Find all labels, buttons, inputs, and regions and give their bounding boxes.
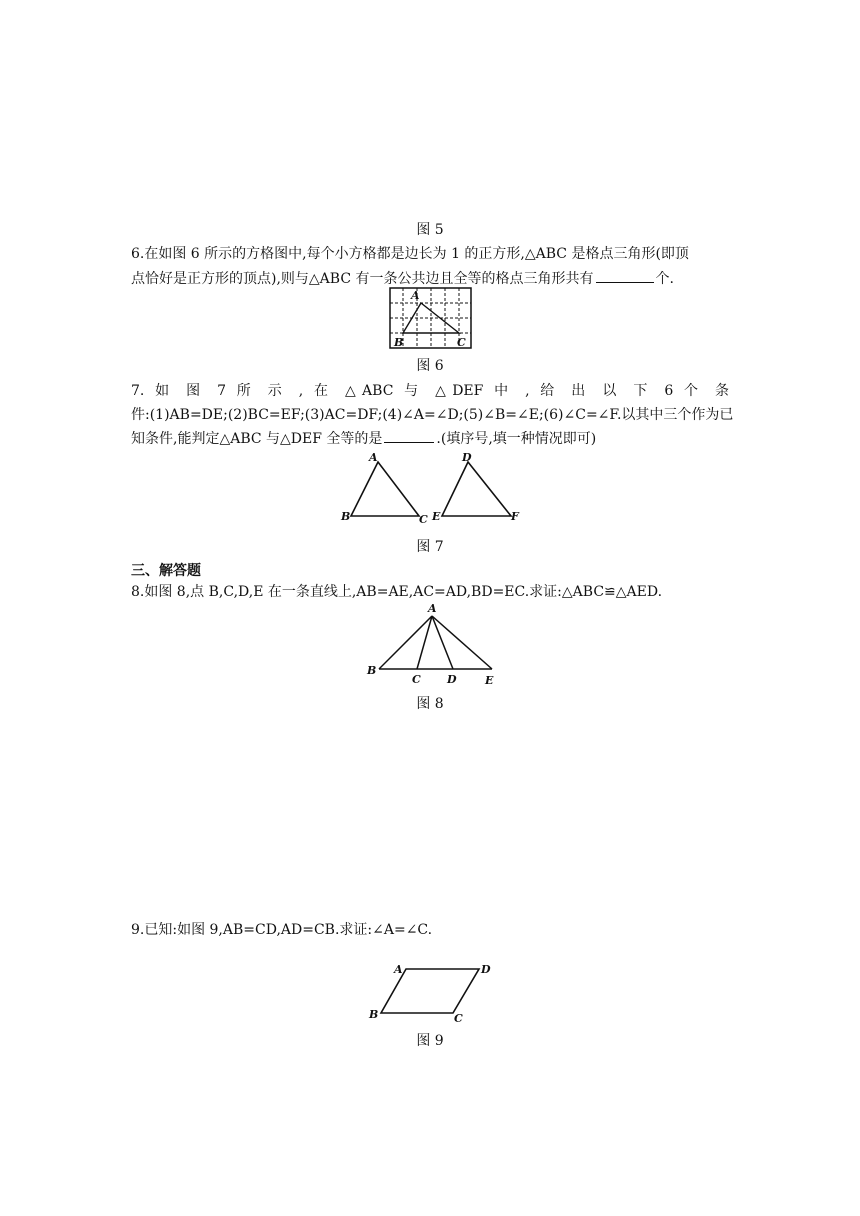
- q7-line-1: 7. 如 图 7 所 示 , 在 △ABC 与 △DEF 中 , 给 出 以 下 6 个 条: [131, 383, 729, 399]
- fig8-lines: [379, 616, 492, 669]
- figure-5-caption: 图 5: [416, 222, 444, 238]
- figure-6-caption: 图 6: [416, 358, 444, 374]
- q7-line-3-text: 知条件,能判定△ABC 与△DEF 全等的是: [131, 431, 383, 447]
- q7-line-2: 件:(1)AB=DE;(2)BC=EF;(3)AC=DF;(4)∠A=∠D;(5)∠B=∠E;(6)∠C=∠F.以其中三个作为已: [131, 407, 734, 423]
- fig8-label-e: E: [485, 674, 494, 687]
- fig9-label-b: B: [369, 1008, 379, 1021]
- q6-line-2: [131, 268, 674, 288]
- q6-answer-blank: [596, 270, 654, 283]
- triangle-def-fig7: [442, 462, 511, 516]
- q6-line-2-text: 点恰好是正方形的顶点),则与△ABC 有一条公共边且全等的格点三角形共有: [131, 271, 594, 287]
- fig8-label-b: B: [367, 664, 377, 677]
- fig7-label-d: D: [462, 451, 472, 464]
- q6-line-1: 6.在如图 6 所示的方格图中,每个小方格都是边长为 1 的正方形,△ABC 是格点三角形(即顶: [131, 246, 689, 262]
- fig7-label-e: E: [432, 510, 441, 523]
- fig9-label-a: A: [394, 963, 403, 976]
- fig8-label-c: C: [412, 673, 421, 686]
- fig7-label-a: A: [369, 451, 378, 464]
- fig7-label-b: B: [341, 510, 351, 523]
- triangle-abc-fig7: [351, 462, 419, 516]
- q9-text: 9.已知:如图 9,AB=CD,AD=CB.求证:∠A=∠C.: [131, 922, 433, 938]
- q6-line-2-end: 个.: [655, 271, 674, 287]
- q7-answer-blank: [384, 430, 434, 443]
- fig6-label-c: C: [457, 336, 466, 349]
- section-3-heading: 三、解答题: [131, 563, 201, 579]
- fig9-label-c: C: [454, 1012, 463, 1025]
- figure-6-grid: [389, 287, 473, 351]
- q7-line-3: [131, 428, 596, 448]
- q7-line-3-end: .(填序号,填一种情况即可): [436, 431, 597, 447]
- fig9-label-d: D: [481, 963, 491, 976]
- figure-9-parallelogram: [367, 960, 497, 1026]
- figure-9-caption: 图 9: [416, 1033, 444, 1049]
- figure-7-caption: 图 7: [416, 539, 444, 555]
- fig7-label-c: C: [419, 513, 428, 526]
- fig8-label-d: D: [447, 673, 457, 686]
- figure-7-triangles: [338, 450, 528, 528]
- figure-8-diagram: [365, 602, 505, 688]
- fig8-label-a: A: [428, 602, 437, 615]
- figure-8-caption: 图 8: [416, 696, 444, 712]
- fig6-label-b: B: [394, 336, 404, 349]
- fig6-label-a: A: [411, 289, 420, 302]
- q8-text: 8.如图 8,点 B,C,D,E 在一条直线上,AB=AE,AC=AD,BD=EC.求证:△ABC≌△AED.: [131, 584, 663, 600]
- fig7-label-f: F: [511, 510, 519, 523]
